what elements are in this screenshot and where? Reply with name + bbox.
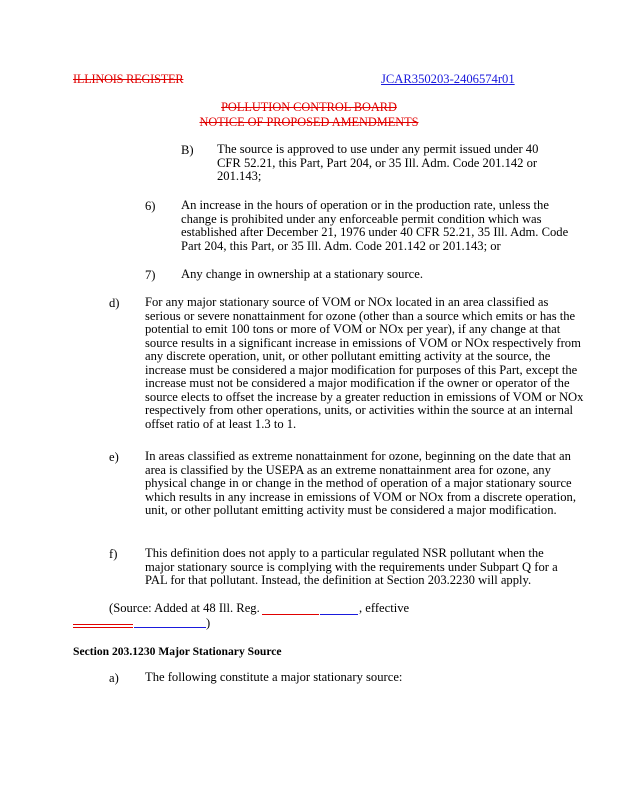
board-title: POLLUTION CONTROL BOARD bbox=[221, 100, 397, 114]
effective-red-blank-2 bbox=[73, 627, 133, 628]
source-note-prefix: (Source: Added at 48 Ill. Reg. bbox=[109, 601, 260, 615]
source-note-suffix: ) bbox=[206, 616, 211, 630]
item-d-text: For any major stationary source of VOM or NOx located in an area classified as serious or severe nonattainment for ozone (other than a source which emits or has the potential to emit 100 tons or more of VOM or NOx per year), if any change at that source results in a significant increase in emissions of VOM or NOx respectively from any discrete operation, unit, or other pollutant emitting activity at the source, the increase must be considered a major modification for purposes of this Part, except the increase must not be considered a major modification if the owner or operator of the source elects to offset the increase by a greater reduction in emissions of VOM or NOx respectively from other operations, units, or activities within the source at an internal offset ratio of at least 1.3 to 1. bbox=[145, 295, 584, 431]
section-heading: Section 203.1230 Major Stationary Source bbox=[73, 645, 282, 658]
notice-title: NOTICE OF PROPOSED AMENDMENTS bbox=[199, 115, 419, 129]
register-header: ILLINOIS REGISTER bbox=[73, 72, 184, 86]
source-note-blue-blank bbox=[320, 614, 358, 615]
item-e-text: In areas classified as extreme nonattainment for ozone, beginning on the date that an area is classified by the USEPA as an extreme nonattainment area for ozone, any physical change in or change in the method of operation of a major stationary source which results in any increase in emissions of VOM or NOx from a discrete operation, unit, or other pollutant emitting activity must be considered a major modification. bbox=[145, 449, 577, 517]
jcar-code-prefix: JCAR350203-2406574 bbox=[381, 72, 498, 86]
item-6-label: 6) bbox=[145, 199, 156, 213]
effective-red-blank-1 bbox=[73, 624, 133, 625]
effective-blue-blank bbox=[134, 627, 206, 628]
source-note-middle: , effective bbox=[359, 601, 410, 615]
item-b-text: The source is approved to use under any permit issued under 40 CFR 52.21, this Part, Part 204, or 35 Ill. Adm. Code 201.142 or 201.143; bbox=[217, 142, 539, 183]
item-a-label: a) bbox=[109, 671, 119, 685]
item-a-text: The following constitute a major stationary source: bbox=[145, 670, 403, 684]
item-f-text: This definition does not apply to a particular regulated NSR pollutant when the major stationary source is complying with the requirements under Subpart Q for a PAL for that pollutant. Instead, the definition at Section 203.2230 will apply. bbox=[145, 546, 558, 587]
item-e-label: e) bbox=[109, 450, 119, 464]
item-6-text: An increase in the hours of operation or in the production rate, unless the change is prohibited under any enforceable permit condition which was established after December 21, 1976 under 40 CFR 52.21, 35 Ill. Adm. Code Part 204, this Part, or 35 Ill. Adm. Code 201.142 or 201.143; or bbox=[181, 198, 569, 253]
jcar-code-suffix: r01 bbox=[497, 72, 515, 86]
item-d-label: d) bbox=[109, 296, 120, 310]
item-7-label: 7) bbox=[145, 268, 156, 282]
item-7-text: Any change in ownership at a stationary source. bbox=[181, 267, 424, 281]
source-note-red-blank bbox=[262, 614, 319, 615]
item-b-label: B) bbox=[181, 143, 194, 157]
jcar-code bbox=[381, 72, 515, 87]
item-f-label: f) bbox=[109, 547, 118, 561]
